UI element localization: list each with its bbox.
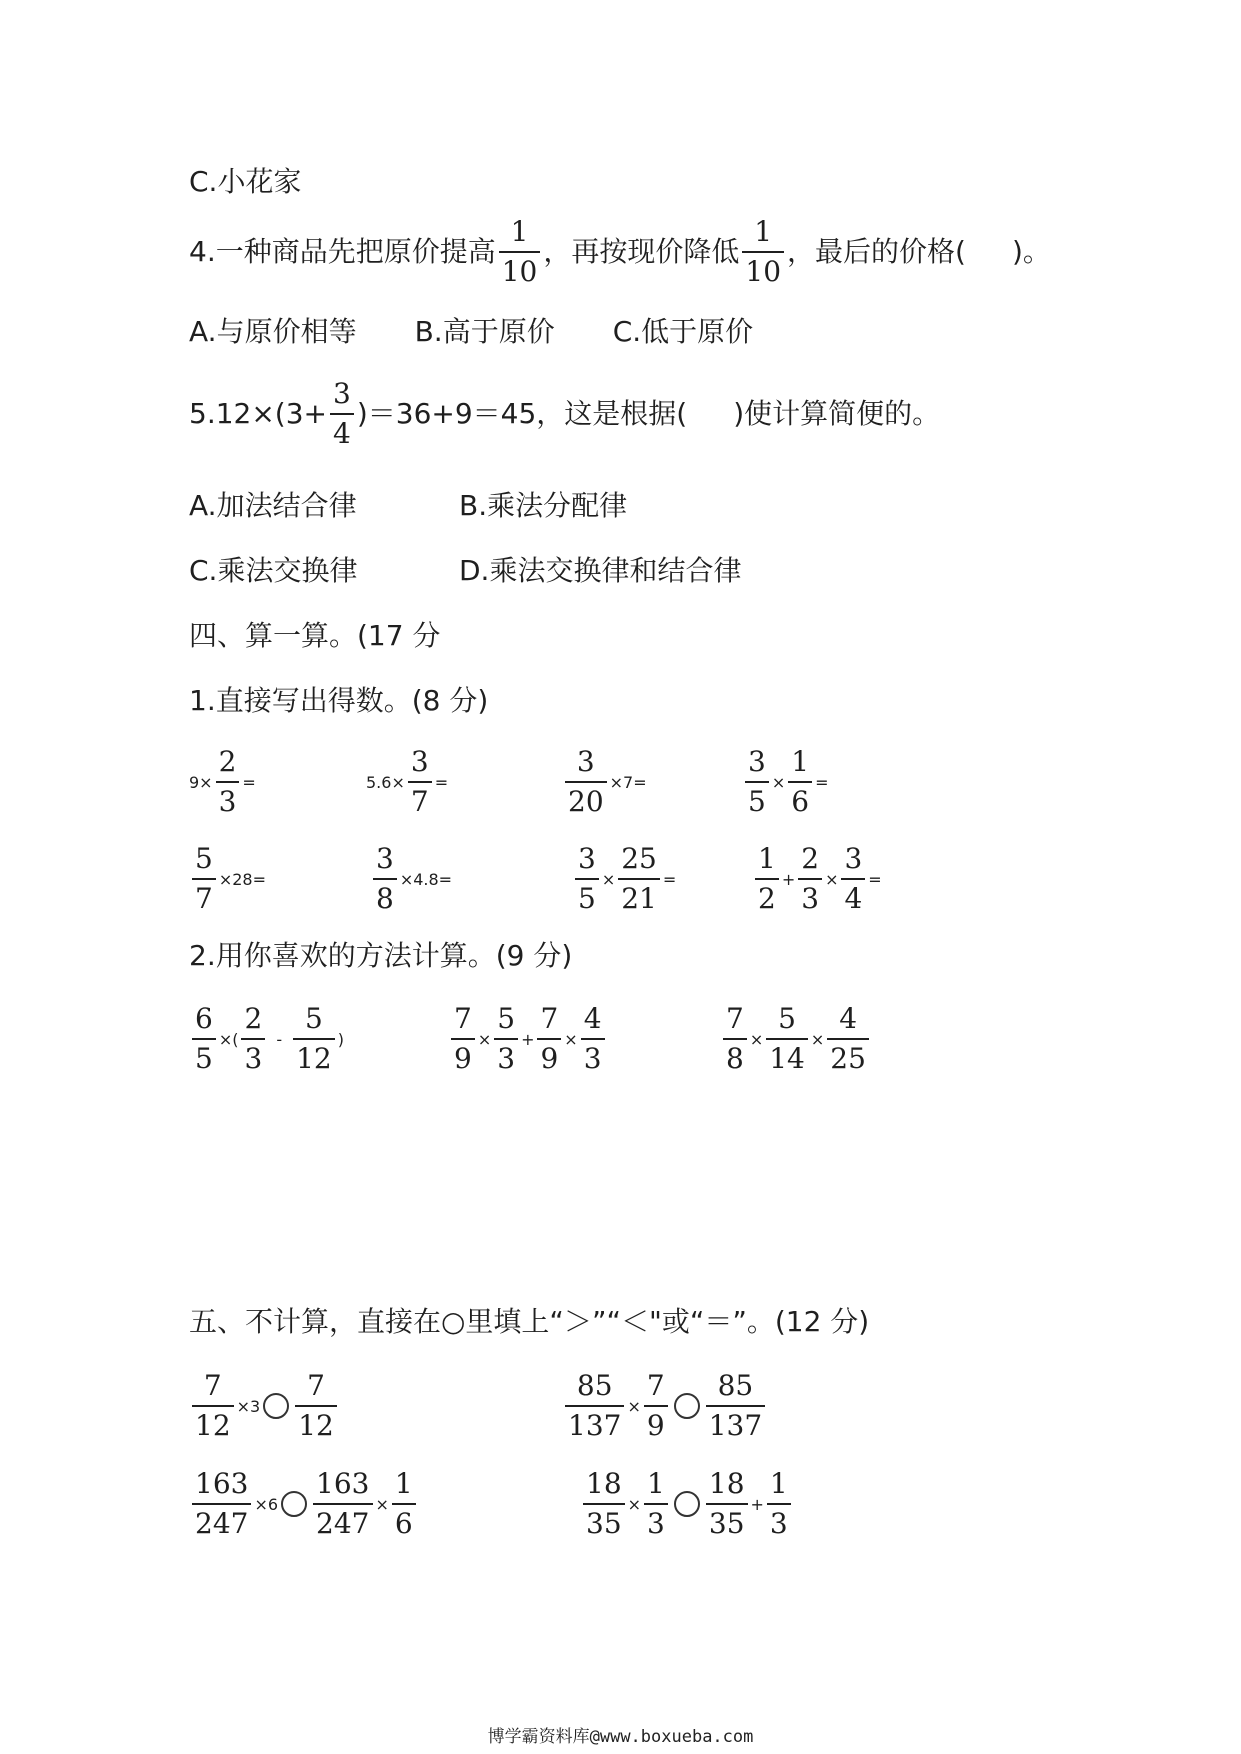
section-5-title: 五、不计算，直接在○里填上“＞”“＜"或“＝”。(12 分) [189,1305,870,1338]
compare-2 [562,1369,768,1442]
q5-text-post: )＝36+9＝45，这是根据( [356,397,688,430]
numerator: 7 [726,1002,744,1035]
compare-1-answer-circle[interactable] [263,1393,289,1419]
math-operator: = [868,869,882,889]
denominator: 3 [241,1038,265,1073]
denominator: 25 [827,1038,869,1073]
denominator: 247 [192,1503,251,1538]
numerator: 18 [586,1467,622,1500]
compare-3-answer-circle[interactable] [281,1491,307,1517]
denominator: 9 [537,1038,561,1073]
fraction [706,1467,748,1540]
fraction [644,1467,668,1540]
denominator: 9 [451,1038,475,1073]
calc-1-1-fraction [216,745,240,818]
q4-text-post: ，最后的价格( [787,235,966,268]
denominator: 12 [192,1405,234,1440]
calc-1-4 [742,745,829,818]
numerator: 7 [540,1002,559,1035]
q4-text-close: )。 [1011,235,1051,268]
numerator: 3 [578,842,596,875]
denominator: 6 [392,1503,416,1538]
numerator: 18 [708,1467,745,1500]
calc-2-3 [572,842,677,915]
math-operator: ×4.8= [399,869,453,889]
compare-4-answer-circle[interactable] [674,1491,700,1517]
numerator: 25 [621,842,657,875]
fraction [392,1467,416,1540]
denominator: 6 [788,781,812,816]
calc-2-4 [752,842,882,915]
q4-option-c: C.低于原价 [612,315,754,348]
math-operator: ×28= [218,869,266,889]
fraction [192,1467,251,1540]
denominator: 20 [565,781,607,816]
math-operator: 9× [189,772,213,792]
denominator: 3 [494,1038,518,1073]
math-operator: = [662,869,677,889]
fraction [295,1369,337,1442]
calc-1-2-fraction [408,745,432,818]
math-operator: ×7= [609,772,647,792]
math-operator: × [477,1029,492,1049]
fraction [494,1002,518,1075]
q4-options [189,315,754,348]
denominator: 7 [408,781,432,816]
math-operator: 5.6× [366,772,405,792]
denominator: 5 [575,878,599,913]
numerator: 6 [195,1002,213,1035]
numerator: 1 [791,745,810,778]
numerator: 2 [218,745,237,778]
fraction [451,1002,475,1075]
fraction [583,1467,625,1540]
math-operator: = [434,772,449,792]
denominator: 4 [841,878,865,913]
fraction [766,1002,808,1075]
denominator: 9 [644,1405,668,1440]
denominator: 137 [565,1405,624,1440]
math-operator: × [375,1494,389,1514]
numerator: 5 [497,1002,516,1035]
fraction [192,1002,216,1075]
q4-fraction-2 [742,215,784,288]
calc-2-4-fraction-b [798,842,822,915]
denominator: 5 [745,781,769,816]
numerator: 4 [839,1002,858,1035]
denominator: 3 [581,1038,605,1073]
math-operator: × [825,869,839,889]
fraction [241,1002,265,1075]
denominator: 3 [644,1503,668,1538]
fraction [313,1467,372,1540]
calc-2-1 [189,842,266,915]
math-operator: ×( [218,1029,239,1049]
denominator: 3 [216,781,240,816]
math-operator: × [810,1029,825,1049]
denominator: 7 [192,878,216,913]
compare-4 [580,1467,794,1540]
calc-1-3-fraction [565,745,607,818]
math-operator: × [627,1494,642,1514]
q4-text-pre: 4.一种商品先把原价提高 [189,235,496,268]
math-operator: + [781,869,796,889]
numerator: 163 [195,1467,249,1500]
math-operator: × [771,772,786,792]
numerator: 2 [244,1002,263,1035]
q5-option-b: B.乘法分配律 [459,489,628,522]
math-operator: × [749,1029,764,1049]
compare-3 [189,1467,419,1540]
numerator: 7 [454,1002,472,1035]
q5-options-row-2 [189,554,742,587]
fraction [644,1369,668,1442]
compare-1 [189,1369,340,1442]
denominator: 35 [706,1503,748,1538]
section-4-title: 四、算一算。(17 分 [189,619,441,652]
math-operator: = [815,772,829,792]
q5-option-a: A.加法结合律 [189,489,357,522]
math-operator: + [521,1029,535,1049]
numerator: 3 [333,377,351,410]
math-operator: × [564,1029,578,1049]
calc-1-4-fraction-a [745,745,769,818]
numerator: 1 [647,1467,665,1500]
q4-text-mid: ，再按现价降低 [543,235,740,268]
q3-option-c: C.小花家 [189,165,302,198]
numerator: 3 [410,745,429,778]
denominator: 4 [330,413,354,448]
denominator: 10 [742,251,784,286]
calc-1-2 [366,745,449,818]
calc-2-4-fraction-c [841,842,865,915]
numerator: 1 [754,215,773,248]
calc-2-1-fraction [192,842,216,915]
section-4-sub-2: 2.用你喜欢的方法计算。(9 分) [189,939,573,972]
numerator: 7 [646,1369,665,1402]
denominator: 12 [295,1405,337,1440]
calc-2-2-fraction [373,842,397,915]
numerator: 3 [576,745,595,778]
calc-1-3 [562,745,647,818]
numerator: 1 [758,842,776,875]
math-operator: × [627,1396,641,1416]
denominator: 35 [583,1503,625,1538]
denominator: 8 [373,878,397,913]
calc-2-3-fraction-b [618,842,660,915]
fraction [723,1002,747,1075]
numerator: 3 [376,842,394,875]
numerator: 4 [583,1002,602,1035]
q4-option-a: A.与原价相等 [189,315,357,348]
numerator: 7 [307,1369,325,1402]
calc-1-4-fraction-b [788,745,812,818]
q5-fraction [330,377,354,450]
denominator: 12 [293,1038,335,1073]
numerator: 5 [305,1002,323,1035]
q5-option-c: C.乘法交换律 [189,554,358,587]
calc-3-3 [720,1002,872,1075]
numerator: 163 [316,1467,370,1500]
numerator: 1 [510,215,529,248]
q5-options-row-1 [189,489,628,522]
numerator: 1 [769,1467,788,1500]
numerator: 5 [195,842,213,875]
denominator: 8 [723,1038,747,1073]
denominator: 21 [618,878,660,913]
math-operator: ×3 [236,1396,261,1416]
numerator: 85 [576,1369,613,1402]
fraction [581,1002,605,1075]
calc-1-1 [189,745,256,818]
section-4-sub-1: 1.直接写出得数。(8 分) [189,684,489,717]
numerator: 85 [717,1369,754,1402]
q5-text-pre: 5.12×(3+ [189,397,328,430]
question-5 [189,377,941,450]
denominator: 3 [798,878,822,913]
denominator: 247 [313,1503,372,1538]
fraction [293,1002,335,1075]
numerator: 3 [748,745,766,778]
footer-watermark: 博学霸资料库@www.boxueba.com [487,1727,754,1747]
numerator: 5 [778,1002,796,1035]
question-4 [189,215,1051,288]
calc-2-4-fraction-a [755,842,779,915]
fraction [767,1467,791,1540]
denominator: 5 [192,1038,216,1073]
math-operator: + [750,1494,764,1514]
numerator: 1 [394,1467,413,1500]
math-operator: = [242,772,256,792]
math-operator: ) [337,1029,344,1049]
fraction [827,1002,869,1075]
numerator: 2 [801,842,820,875]
math-operator: × [601,869,616,889]
calc-2-3-fraction-a [575,842,599,915]
q5-option-d: D.乘法交换律和结合律 [459,554,742,587]
q5-text-close: )使计算简便的。 [733,397,941,430]
compare-2-answer-circle[interactable] [674,1393,700,1419]
math-operator: ×6 [254,1494,279,1514]
fraction [706,1369,765,1442]
fraction [565,1369,624,1442]
numerator: 7 [203,1369,222,1402]
q4-option-b: B.高于原价 [414,315,555,348]
numerator: 3 [844,842,863,875]
calc-2-2 [370,842,453,915]
fraction [192,1369,234,1442]
denominator: 10 [499,251,541,286]
fraction [537,1002,561,1075]
q4-fraction-1 [499,215,541,288]
calc-3-1 [189,1002,344,1075]
denominator: 137 [706,1405,765,1440]
denominator: 3 [767,1503,791,1538]
calc-3-2 [448,1002,608,1075]
denominator: 14 [766,1038,808,1073]
denominator: 2 [755,878,779,913]
math-operator: - [276,1029,283,1049]
